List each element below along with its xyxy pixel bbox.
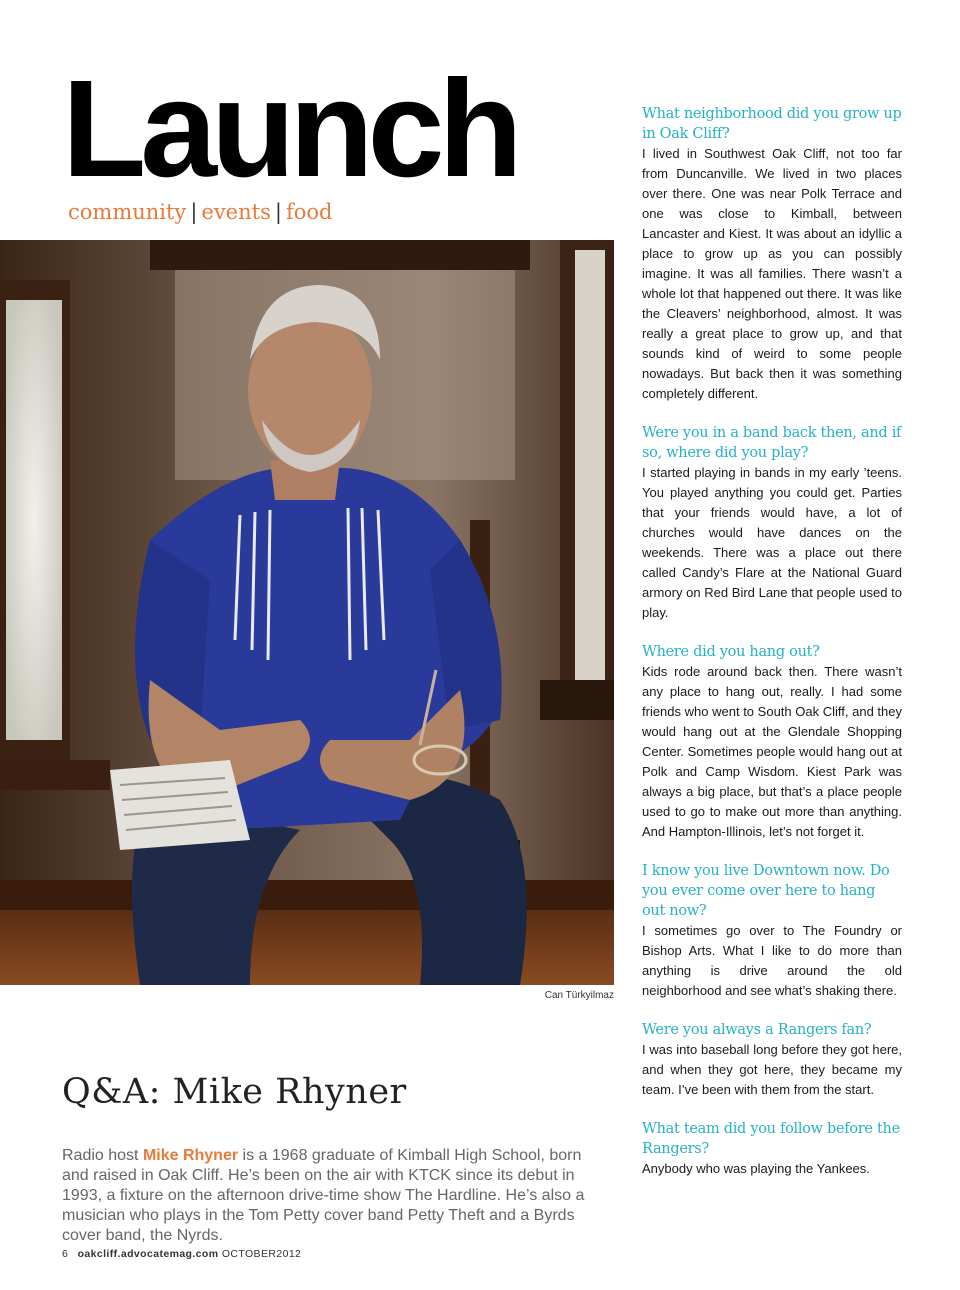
answer: I was into baseball long before they got here, and when they got here, they became my team. I’ve been with them from the start. xyxy=(642,1042,902,1097)
question: What team did you follow before the Rangers? xyxy=(642,1121,900,1157)
article-intro xyxy=(62,1146,602,1246)
section-tag-food: food xyxy=(285,200,333,224)
qa-item xyxy=(642,1020,902,1100)
question: Were you in a band back then, and if so, where did you play? xyxy=(642,425,902,461)
question: What neighborhood did you grow up in Oak Cliff? xyxy=(642,106,902,142)
site-url: oakcliff.advocatemag.com xyxy=(77,1248,219,1260)
answer: Kids rode around back then. There wasn’t any place to hang out, really. I had some friends who went to South Oak Cliff, and they would hang out at the Glendale Shopping Center. Sometimes people would hang out at Polk and Camp Wisdom. Kiest Park was always a big place, but that’s a place people used to go to make out more than anything. And Hampton-Illinois, let’s not forget it. xyxy=(642,664,902,839)
interviewee-name: Mike Rhyner xyxy=(142,1147,239,1164)
qa-item xyxy=(642,1119,902,1179)
answer: I lived in Southwest Oak Cliff, not too far from Duncanville. We lived in two places over there. One was near Polk Terrace and one was close to Kimball, between Lancaster and Kiest. It was about an idyllic a place to grow up as you can possibly imagine. It was all families. There wasn’t a whole lot that happened out there. It was like the Cleavers’ neighborhood, almost. It was really a great place to grow up, and that sounds kind of weird to some people nowadays. But back then it was something completely different. xyxy=(642,146,902,401)
section-tag-events: events xyxy=(201,200,271,224)
photo-credit: Can Türkyilmaz xyxy=(544,990,614,1001)
section-title: Launch xyxy=(62,52,517,206)
qa-item xyxy=(642,104,902,404)
qa-item xyxy=(642,642,902,842)
section-separator: | xyxy=(274,200,282,224)
masthead xyxy=(62,52,622,224)
section-separator: | xyxy=(190,200,198,224)
answer: I started playing in bands in my early ’teens. You played anything you could get. Parties that your friends would have, a lot of churches would have dances on the weekends. There was a place out there called Candy’s Flare at the National Guard armory on Red Bird Lane that people used to play. xyxy=(642,465,902,620)
article-title: Q&A: Mike Rhyner xyxy=(62,1072,407,1112)
answer: I sometimes go over to The Foundry or Bishop Arts. What I like to do more than anything is drive around the old neighborhood and see what’s shaking there. xyxy=(642,923,902,998)
issue-date: OCTOBER2012 xyxy=(221,1248,302,1260)
answer: Anybody who was playing the Yankees. xyxy=(642,1161,870,1176)
question: Were you always a Rangers fan? xyxy=(642,1022,872,1038)
qa-column xyxy=(642,104,902,1198)
portrait-illustration xyxy=(0,240,614,985)
question: Where did you hang out? xyxy=(642,644,820,660)
qa-item xyxy=(642,423,902,623)
question: I know you live Downtown now. Do you ever come over here to hang out now? xyxy=(642,863,890,919)
intro-body: is a 1968 graduate of Kimball High School, born and raised in Oak Cliff. He’s been on the air with KTCK since its debut in 1993, a fixture on the afternoon drive-time show The Hardline. He’s also a musician who plays in the Tom Petty cover band Petty Theft and a Byrds cover band, the Nyrds. xyxy=(62,1147,585,1244)
page-number: 6 xyxy=(62,1248,69,1260)
intro-prefix: Radio host xyxy=(62,1147,143,1164)
portrait-photo xyxy=(0,240,614,985)
qa-item xyxy=(642,861,902,1001)
section-tag-community: community xyxy=(68,200,187,224)
page-footer xyxy=(62,1248,301,1260)
